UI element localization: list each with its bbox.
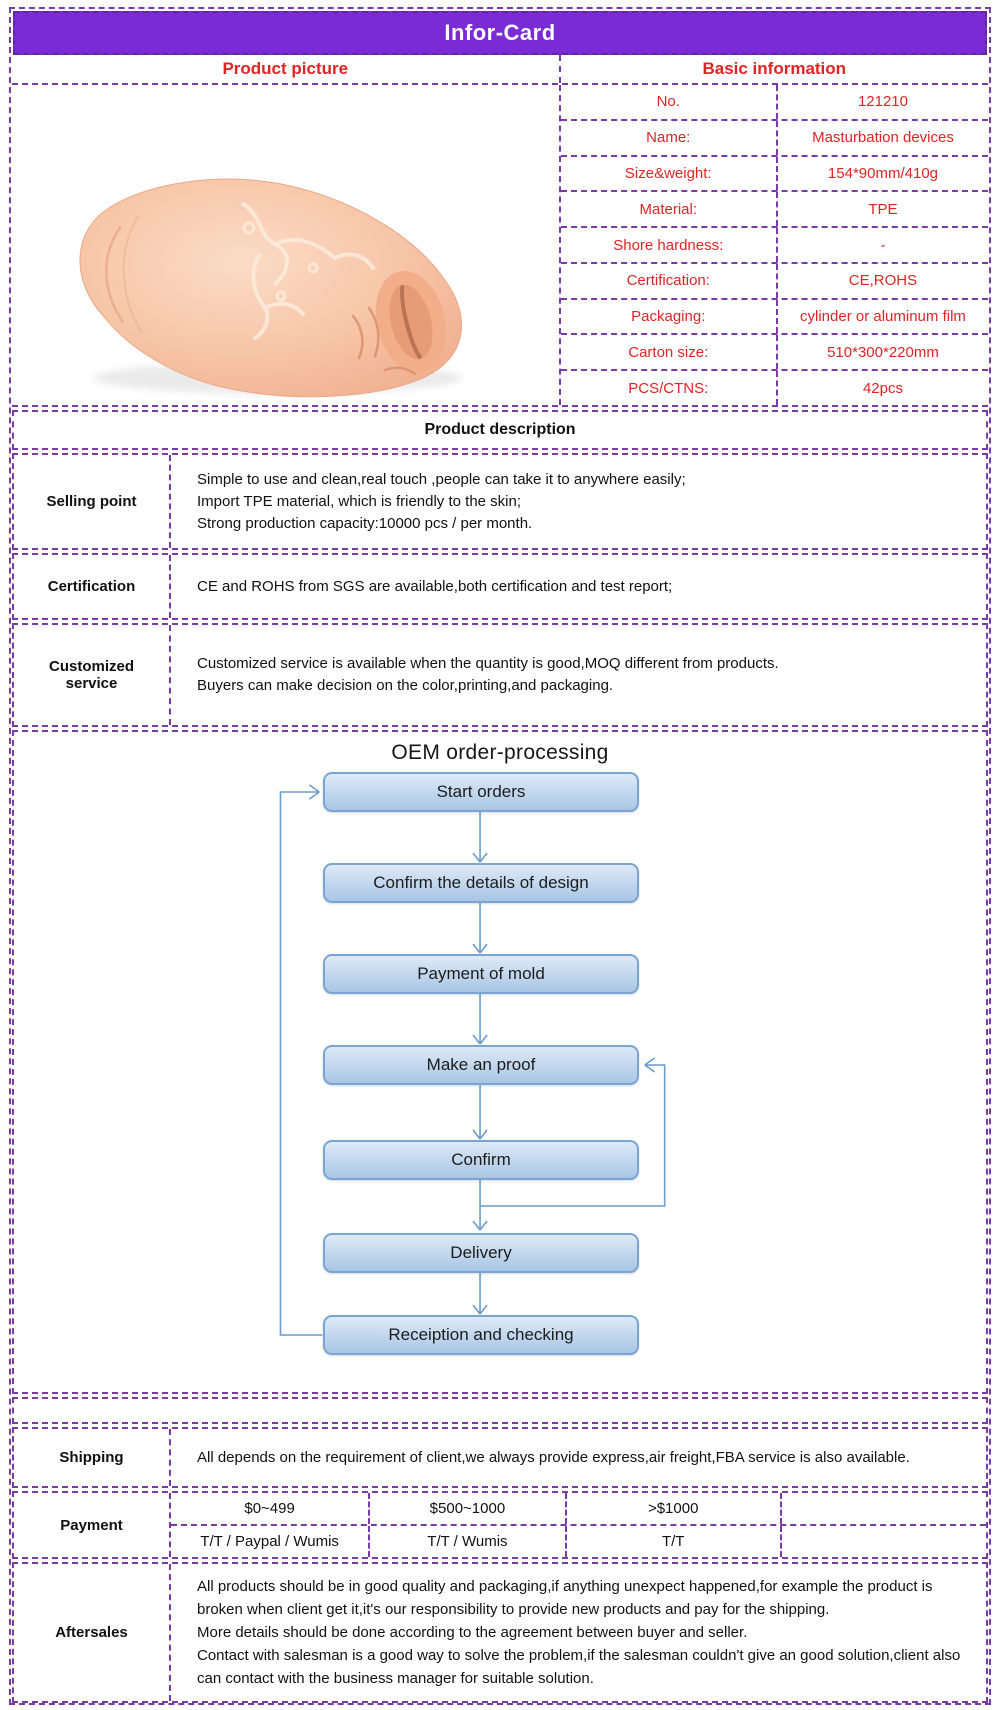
column-headers (12, 55, 988, 85)
text-paragraph: More details should be done according to the agreement between buyer and seller. (197, 1624, 748, 1641)
flow-step-make-proof: Make an proof (323, 1045, 639, 1085)
flow-step-start-orders: Start orders (323, 772, 639, 812)
flow-step-confirm-design: Confirm the details of design (323, 863, 639, 903)
payment-tiers (171, 1493, 986, 1524)
text-line: Customized service is available when the quantity is good,MOQ different from products. (197, 655, 779, 672)
info-value: - (776, 228, 988, 262)
basic-information-heading: Basic information (559, 55, 988, 83)
selling-point-row (12, 453, 988, 550)
info-label: Packaging: (631, 308, 706, 326)
customized-service-text (171, 625, 986, 725)
aftersales-text (171, 1564, 986, 1701)
oem-title: OEM order-processing (391, 741, 609, 764)
payment-method: T/T / Paypal / Wumis (200, 1533, 339, 1550)
payment-row (12, 1491, 988, 1559)
info-label: Carton size: (628, 343, 709, 361)
text-line: All depends on the requirement of client,we always provide express,air freight,FBA service is also available. (197, 1448, 910, 1466)
text-paragraph: Contact with salesman is a good way to solve the problem,if the salesman couldn't give an good solution,client also can contact with the business manager for suitable solution. (197, 1647, 961, 1687)
card-title: Infor-Card (444, 20, 556, 45)
info-label: Name: (646, 129, 691, 147)
certification-row (12, 553, 988, 620)
payment-label: Payment (14, 1493, 171, 1557)
info-label: Shore hardness: (613, 236, 724, 254)
customized-service-row (12, 623, 988, 727)
text-line: Strong production capacity:10000 pcs / per month. (197, 514, 533, 532)
table-row (561, 190, 988, 226)
info-label: Material: (639, 200, 698, 218)
product-photo-illustration (13, 86, 558, 404)
flow-step-receiption: Receiption and checking (323, 1315, 639, 1355)
product-description-heading: Product description (424, 421, 576, 438)
customized-service-label: Customized service (14, 625, 171, 725)
product-picture-heading: Product picture (222, 59, 349, 78)
payment-tier: >$1000 (565, 1493, 780, 1524)
shipping-label: Shipping (14, 1429, 171, 1486)
payment-method: T/T / Wumis (368, 1526, 564, 1557)
picture-and-info-row (12, 85, 988, 407)
product-photo (12, 85, 559, 405)
info-value: TPE (776, 192, 988, 226)
flow-step-confirm: Confirm (323, 1140, 639, 1180)
payment-method: T/T (565, 1526, 780, 1557)
oem-flowchart-section (12, 730, 988, 1394)
spacer-row (12, 1397, 988, 1424)
payment-method-empty (780, 1526, 986, 1557)
basic-information-table (559, 85, 988, 405)
table-row (561, 298, 988, 334)
table-row (561, 369, 988, 405)
product-description-heading-row (12, 410, 988, 450)
text-line: Simple to use and clean,real touch ,people can take it to anywhere easily; (197, 470, 686, 488)
table-row (561, 226, 988, 262)
info-label: No. (656, 93, 680, 111)
shipping-row (12, 1427, 988, 1488)
card-title-bar (13, 11, 987, 55)
table-row (561, 155, 988, 191)
info-value: 121210 (776, 85, 988, 119)
info-label: PCS/CTNS: (628, 379, 709, 397)
payment-tier: $500~1000 (368, 1493, 564, 1524)
info-value: CE,ROHS (776, 264, 988, 298)
table-row (561, 85, 988, 119)
payment-grid (171, 1493, 986, 1557)
shipping-text (171, 1429, 986, 1486)
table-row (561, 119, 988, 155)
text-line: Buyers can make decision on the color,printing,and packaging. (197, 677, 614, 694)
text-paragraph: All products should be in good quality and packaging,if anything unexpect happened,for example the product is broken when client get it,it's our responsibility to provide new products and pay for the shipping. (197, 1578, 933, 1618)
info-value: 154*90mm/410g (776, 157, 988, 191)
info-value: 42pcs (776, 371, 988, 405)
aftersales-row (12, 1562, 988, 1703)
flow-step-payment-of-mold: Payment of mold (323, 954, 639, 994)
info-value: cylinder or aluminum film (776, 300, 988, 334)
info-label: Certification: (626, 272, 710, 290)
text-line: CE and ROHS from SGS are available,both certification and test report; (197, 577, 673, 595)
payment-tier: $0~499 (244, 1500, 295, 1517)
selling-point-text (171, 455, 986, 548)
infor-card (9, 7, 991, 1705)
info-value: 510*300*220mm (776, 335, 988, 369)
certification-label: Certification (14, 555, 171, 618)
info-label: Size&weight: (624, 164, 712, 182)
info-value: Masturbation devices (776, 121, 988, 155)
table-row (561, 262, 988, 298)
payment-methods (171, 1524, 986, 1557)
payment-tier-empty (780, 1493, 986, 1524)
aftersales-label: Aftersales (14, 1564, 171, 1701)
selling-point-label: Selling point (14, 455, 171, 548)
text-line: Import TPE material, which is friendly to the skin; (197, 492, 522, 510)
flow-step-delivery: Delivery (323, 1233, 639, 1273)
certification-text (171, 555, 986, 618)
table-row (561, 333, 988, 369)
